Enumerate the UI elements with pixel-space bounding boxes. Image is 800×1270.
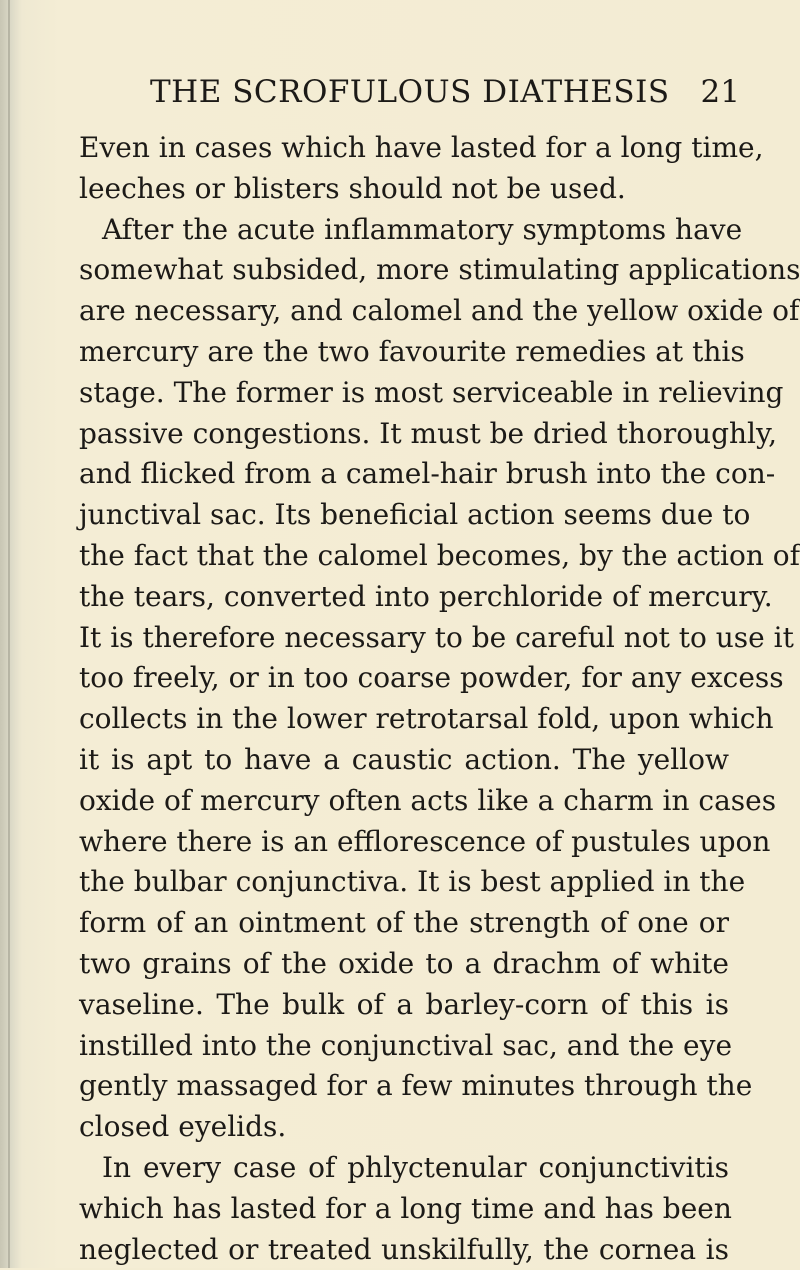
- text-line: passive congestions. It must be dried thoroughly,: [79, 416, 778, 450]
- text-line: After the acute inflammatory symptoms have: [102, 212, 743, 246]
- text-line: which has lasted for a long time and has been: [79, 1191, 732, 1225]
- text-line: too freely, or in too coarse powder, for any excess: [79, 661, 784, 695]
- chapter-title: THE SCROFULOUS DIATHESIS: [150, 74, 670, 110]
- text-line: neglected or treated unskilfully, the cornea is: [79, 1232, 729, 1266]
- text-line: vaseline. The bulk of a barley-corn of this is: [79, 987, 729, 1021]
- page-gutter-edge: [8, 0, 10, 1268]
- running-head: [150, 74, 740, 120]
- text-line: two grains of the oxide to a drachm of white: [79, 946, 729, 980]
- text-line: junctival sac. Its beneficial action seems due to: [79, 498, 751, 532]
- text-line: where there is an efflorescence of pustules upon: [79, 824, 771, 858]
- text-line: closed eyelids.: [79, 1110, 287, 1144]
- text-line: gently massaged for a few minutes through the: [79, 1069, 753, 1103]
- text-line: the fact that the calomel becomes, by the action of: [79, 538, 800, 572]
- text-line: the tears, converted into perchloride of mercury.: [79, 579, 773, 613]
- text-line: it is apt to have a caustic action. The yellow: [79, 742, 729, 776]
- text-line: form of an ointment of the strength of one or: [79, 906, 729, 940]
- text-line: somewhat subsided, more stimulating applications: [79, 253, 800, 287]
- text-line: collects in the lower retrotarsal fold, upon which: [79, 702, 774, 736]
- text-line: It is therefore necessary to be careful not to use it: [79, 620, 794, 654]
- text-line: Even in cases which have lasted for a long time,: [79, 131, 764, 164]
- text-line: oxide of mercury often acts like a charm in cases: [79, 783, 777, 817]
- text-line: the bulbar conjunctiva. It is best applied in the: [79, 865, 746, 899]
- body-text: [79, 128, 800, 1270]
- text-line: In every case of phlyctenular conjunctivitis: [102, 1150, 729, 1184]
- text-line: mercury are the two favourite remedies at this: [79, 334, 745, 368]
- page-number: 21: [700, 74, 740, 110]
- text-line: leeches or blisters should not be used.: [79, 171, 626, 205]
- text-line: stage. The former is most serviceable in relieving: [79, 375, 784, 409]
- text-line: and flicked from a camel-hair brush into the con-: [79, 457, 776, 491]
- text-line: are necessary, and calomel and the yellow oxide of: [79, 294, 800, 328]
- text-line: instilled into the conjunctival sac, and the eye: [79, 1028, 733, 1062]
